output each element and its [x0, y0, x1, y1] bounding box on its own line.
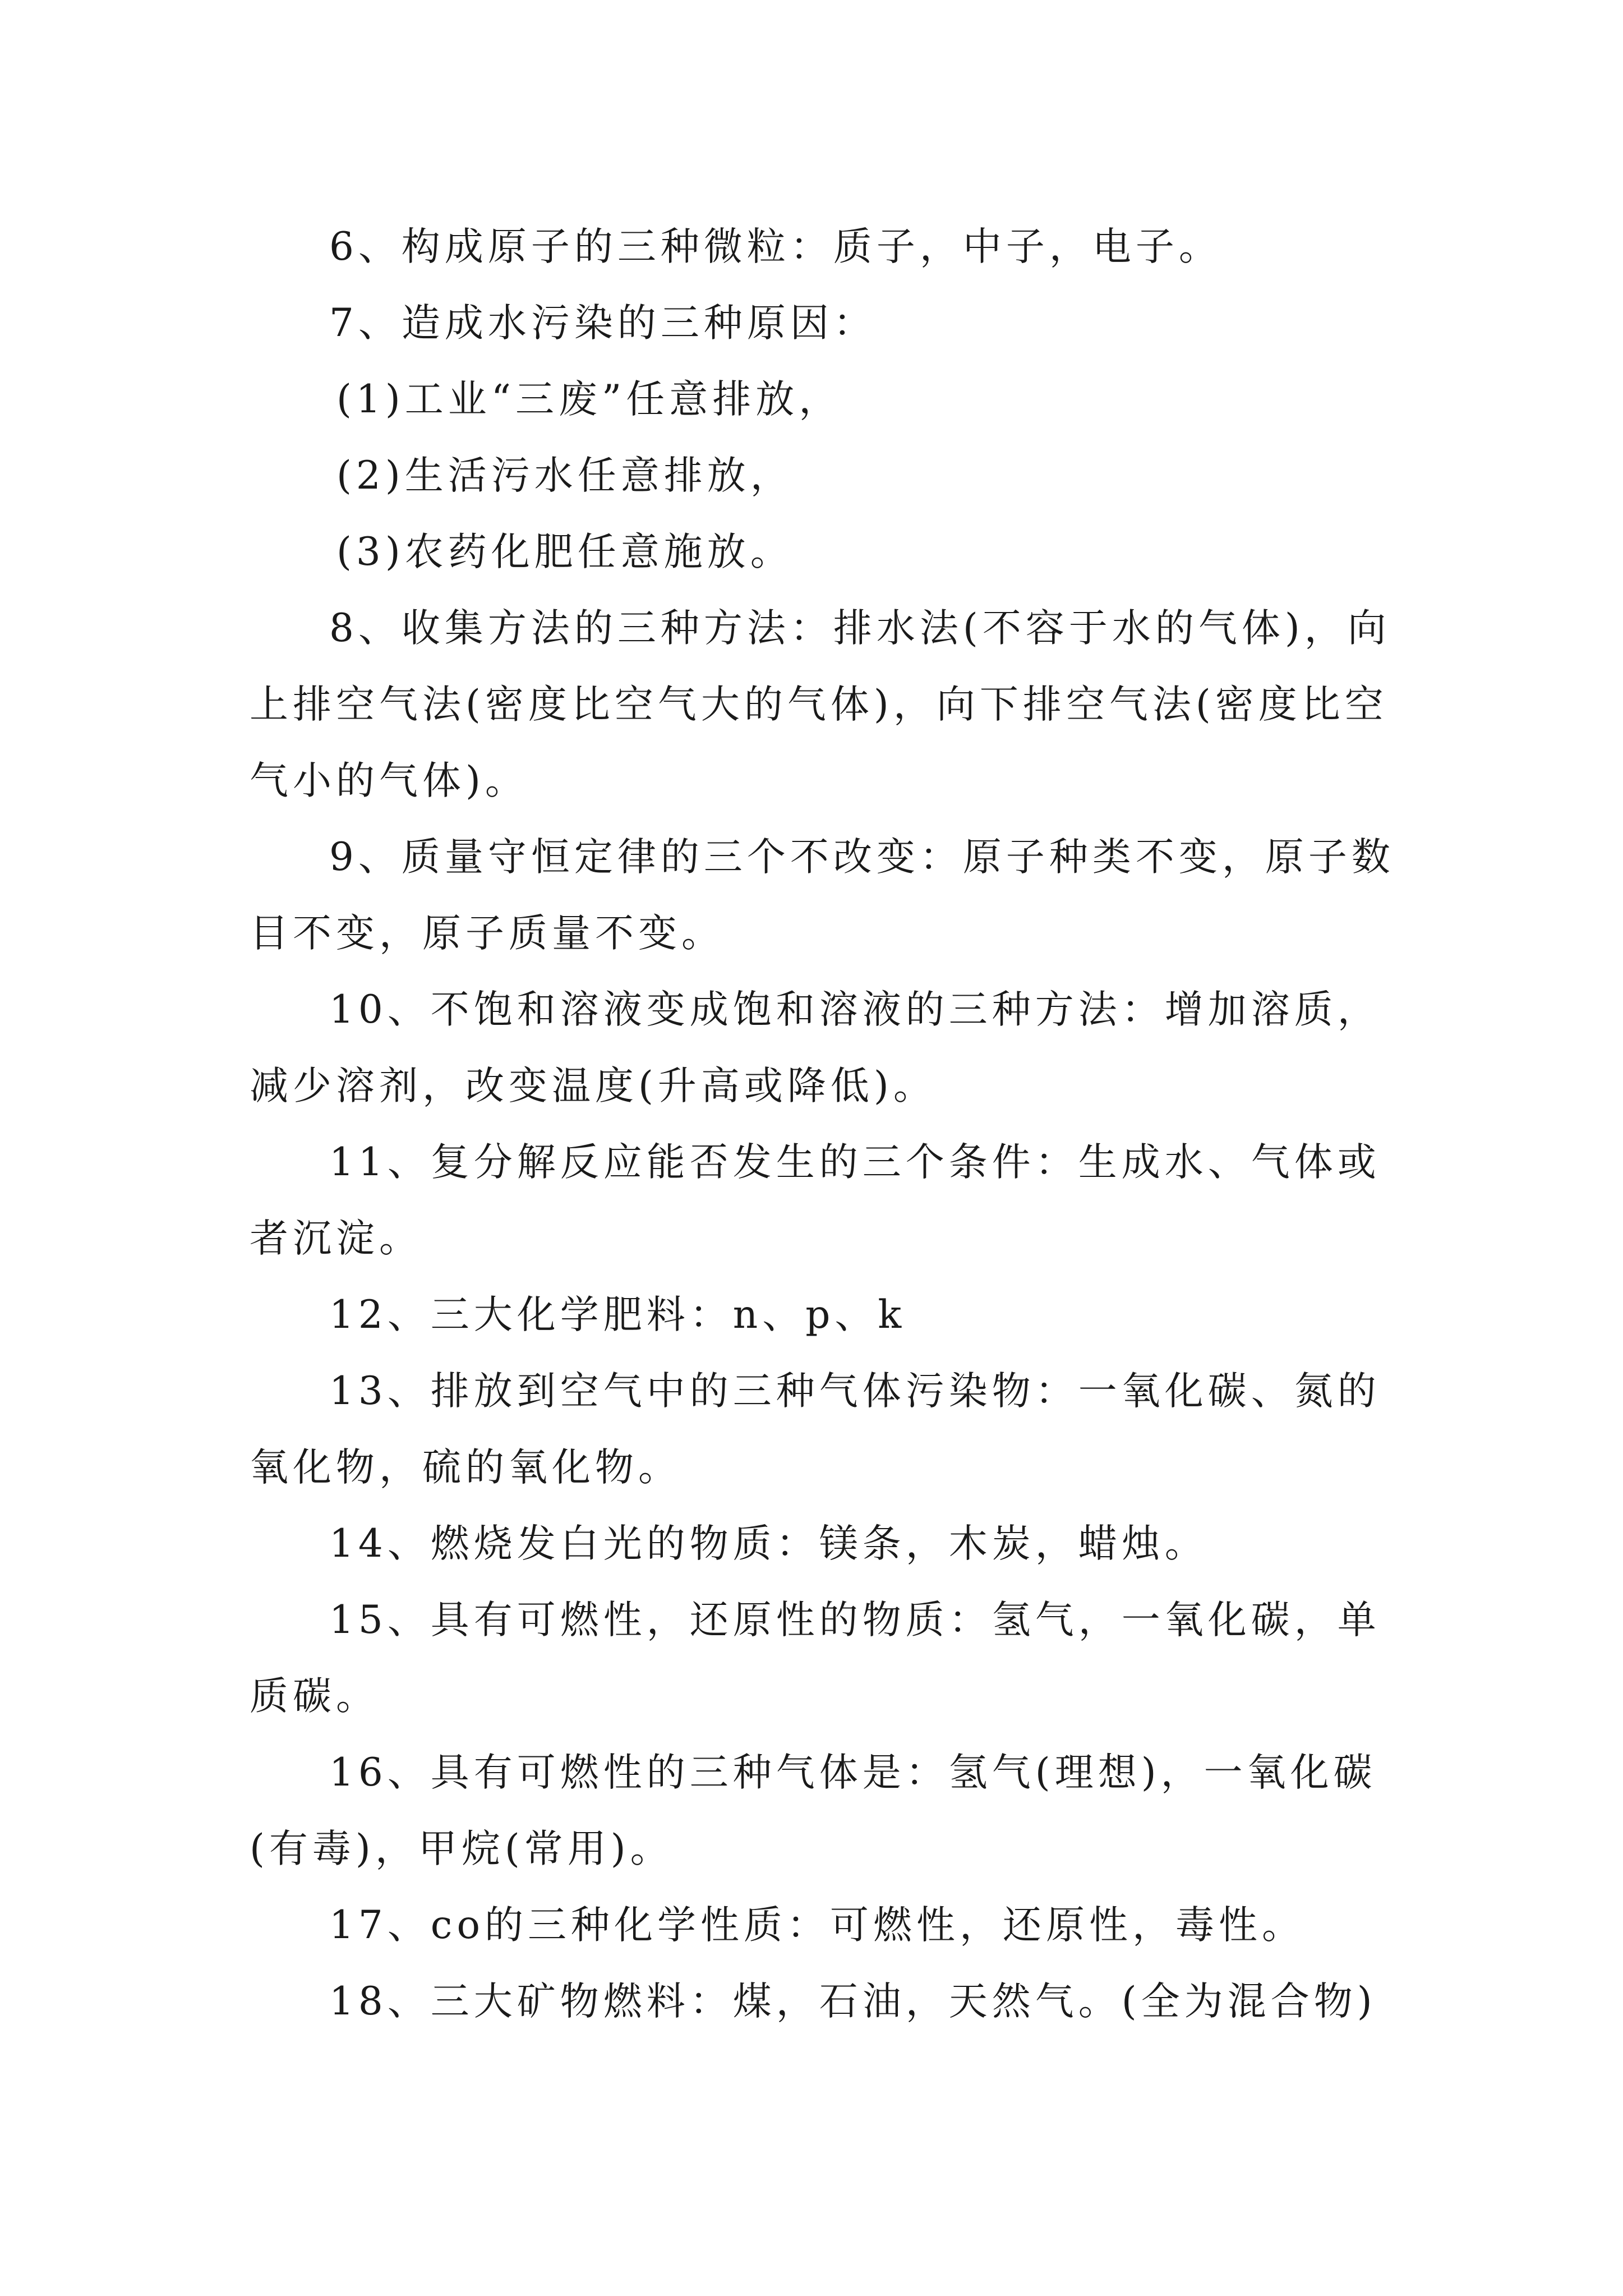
paragraph-item-16: 16、具有可燃性的三种气体是：氢气(理想)，一氧化碳(有毒)，甲烷(常用)。: [250, 1750, 1377, 1871]
paragraph-item-8: 8、收集方法的三种方法：排水法(不容于水的气体)，向上排空气法(密度比空气大的气体)，向下排空气法(密度比空气小的气体)。: [250, 606, 1391, 803]
sub-item-7-2: (2)生活污水任意排放，: [336, 453, 794, 498]
paragraph-item-11: 11、复分解反应能否发生的三个条件：生成水、气体或者沉淀。: [250, 1140, 1381, 1261]
paragraph-item-15: 15、具有可燃性，还原性的物质：氢气，一氧化碳，单质碳。: [250, 1598, 1381, 1719]
document-body: [250, 209, 1402, 2040]
paragraph-item-18: 18、三大矿物燃料：煤，石油，天然气。(全为混合物): [329, 1979, 1377, 2024]
paragraph-item-10: 10、不饱和溶液变成饱和溶液的三种方法：增加溶质，减少溶剂，改变温度(升高或降低)。: [250, 987, 1381, 1108]
paragraph-item-14: 14、燃烧发白光的物质：镁条，木炭，蜡烛。: [329, 1521, 1208, 1566]
paragraph-item-13: 13、排放到空气中的三种气体污染物：一氧化碳、氮的氧化物，硫的氧化物。: [250, 1369, 1381, 1490]
paragraph-item-7: 7、造成水污染的三种原因：: [329, 301, 877, 346]
paragraph-item-9: 9、质量守恒定律的三个不改变：原子种类不变，原子数目不变，原子质量不变。: [250, 835, 1395, 956]
paragraph-item-17: 17、co的三种化学性质：可燃性，还原性，毒性。: [329, 1903, 1305, 1948]
sub-item-7-3: (3)农药化肥任意施放。: [336, 530, 794, 574]
paragraph-item-6: 6、构成原子的三种微粒：质子，中子，电子。: [329, 224, 1222, 269]
sub-item-7-1: (1)工业“三废”任意排放，: [336, 377, 842, 422]
paragraph-item-12: 12、三大化学肥料：n、p、k: [329, 1292, 906, 1337]
